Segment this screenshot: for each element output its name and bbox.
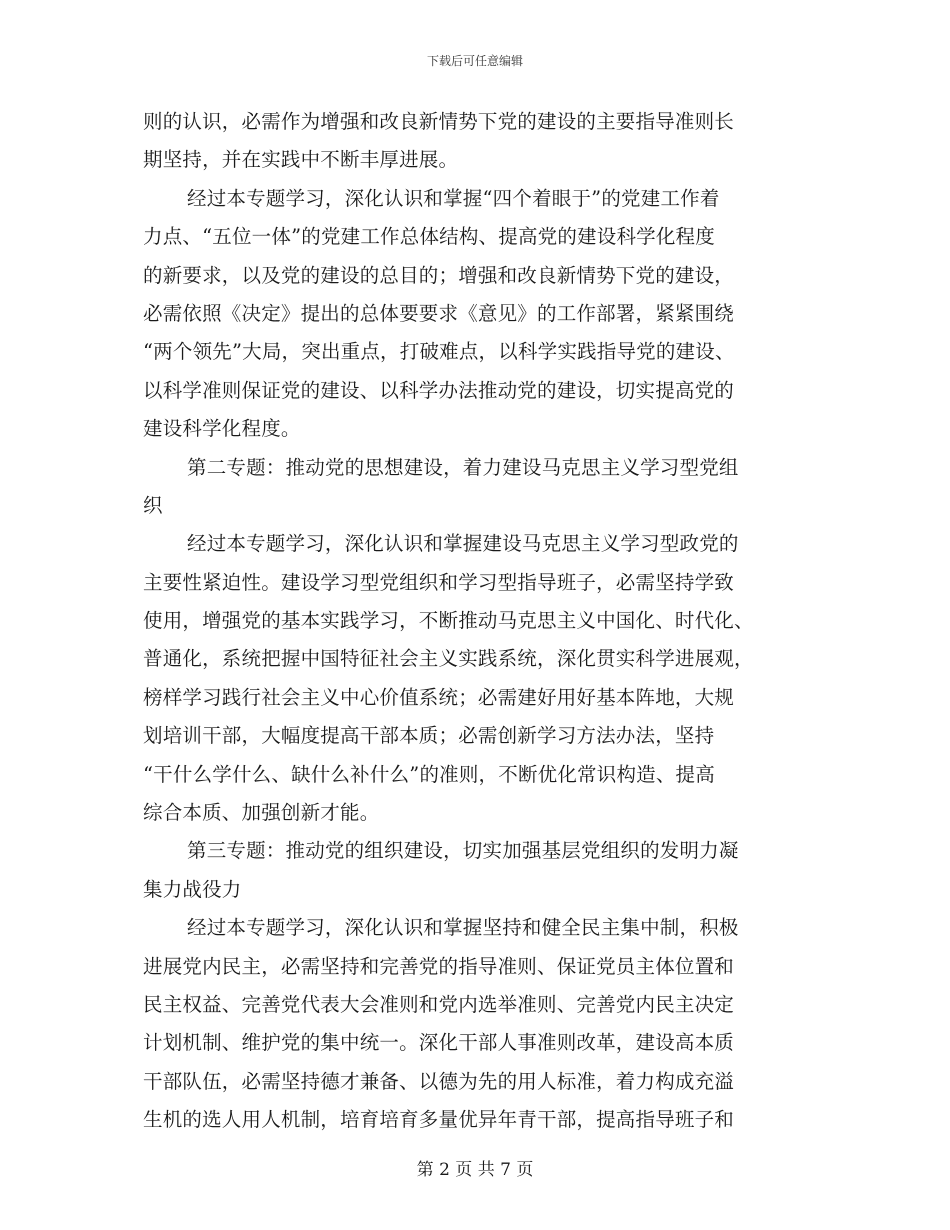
text-line: 则的认识，必需作为增强和改良新情势下党的建设的主要指导准则长 — [143, 110, 735, 133]
text-line: 榜样学习践行社会主义中心价值系统；必需建好用好基本阵地，大规 — [143, 685, 735, 709]
text-line: 普通化，系统把握中国特征社会主义实践系统，深化贯实科学进展观， — [143, 647, 754, 671]
section-heading-line: 第二专题：推动党的思想建设，着力建设马克思主义学习型党组 — [187, 455, 739, 479]
text-line: 建设科学化程度。 — [143, 417, 301, 441]
text-line: 综合本质、加强创新才能。 — [143, 801, 380, 825]
document-body — [143, 103, 813, 1140]
section-heading-line: 集力战役力 — [143, 877, 242, 901]
text-line: 必需依照《决定》提出的总体要要求《意见》的工作部署，紧紧围绕 — [143, 301, 735, 325]
page-header: 下载后可任意编辑 — [426, 54, 523, 68]
text-line: 力点、“五位一体”的党建工作总体结构、提高党的建设科学化程度 — [143, 225, 715, 249]
page-number-footer: 第 2 页 共 7 页 — [416, 1160, 534, 1180]
text-line: 民主权益、完善党代表大会准则和党内选举准则、完善党内民主决定 — [143, 992, 735, 1016]
text-line: 使用，增强党的基本实践学习，不断推动马克思主义中国化、时代化、 — [143, 609, 754, 633]
text-line: 划培训干部，大幅度提高干部本质；必需创新学习方法办法，坚持 — [143, 724, 715, 748]
text-line: 主要性紧迫性。建设学习型党组织和学习型指导班子，必需坚持学致 — [143, 570, 735, 594]
section-heading-line: 织 — [143, 493, 163, 517]
text-line: 以科学准则保证党的建设、以科学办法推动党的建设，切实提高党的 — [143, 378, 735, 402]
text-line: 的新要求，以及党的建设的总目的；增强和改良新情势下党的建设， — [143, 263, 735, 287]
text-line: 进展党内民主，必需坚持和完善党的指导准则、保证党员主体位置和 — [143, 954, 735, 978]
text-line: 生机的选人用人机制，培育培育多量优异年青干部，提高指导班子和 — [143, 1108, 735, 1132]
paragraph-start-line: 经过本专题学习，深化认识和掌握建设马克思主义学习型政党的 — [187, 532, 739, 556]
text-line: “干什么学什么、缺什么补什么”的准则，不断优化常识构造、提高 — [143, 762, 715, 786]
section-heading-line: 第三专题：推动党的组织建设，切实加强基层党组织的发明力凝 — [187, 839, 739, 863]
text-line: “两个领先”大局，突出重点，打破难点，以科学实践指导党的建设、 — [143, 340, 735, 364]
text-line: 计划机制、维护党的集中统一。深化干部人事准则改革，建设高本质 — [143, 1031, 735, 1055]
paragraph-start-line: 经过本专题学习，深化认识和掌握“四个着眼于”的党建工作着 — [187, 186, 720, 210]
paragraph-start-line: 经过本专题学习，深化认识和掌握坚持和健全民主集中制，积极 — [187, 916, 739, 940]
text-line: 期坚持，并在实践中不断丰厚进展。 — [143, 148, 459, 172]
text-line: 干部队伍，必需坚持德才兼备、以德为先的用人标准，着力构成充溢 — [143, 1069, 735, 1093]
